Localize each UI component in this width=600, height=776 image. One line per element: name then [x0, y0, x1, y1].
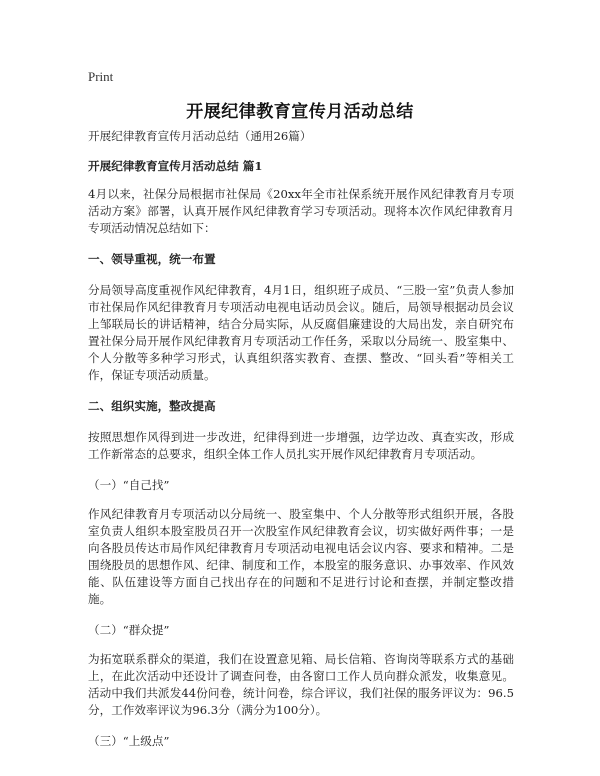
page-title: 开展纪律教育宣传月活动总结	[186, 102, 414, 122]
document-body	[88, 128, 514, 762]
subsection-paragraph-1: 作风纪律教育月专项活动以分局统一、股室集中、个人分散等形式组织开展，各股室负责人组织本股室股员召开一次股室作风纪律教育会议，切实做好两件事；一是向各股员传达市局作风纪律教育月专项活动电视电话会议内容、要求和精神。二是围绕股员的思想作风、纪律、制度和工作，本股室的服务意识、办事效率、作风效能、队伍建设等方面自己找出存在的问题和不足进行讨论和查摆，并制定整改措施。	[88, 507, 514, 606]
section-paragraph-1: 分局领导高度重视作风纪律教育，4月1日，组织班子成员、“三股一室”负责人参加市社保局作风纪律教育月专项活动电视电话动员会议。随后，局领导根据动员会议上邹联局长的讲话精神，结合分局实际，从反腐倡廉建设的大局出发，亲自研究布置社保分局开展作风纪律教育月专项活动工作任务，采取以分局统一、股室集中、个人分散等多种学习形式，认真组织落实教育、查摆、整改、“回头看”等相关工作，保证专项活动质量。	[88, 283, 514, 382]
section-heading-2: 二、组织实施，整改提高	[88, 399, 216, 413]
subsection-paragraph-2: 为拓宽联系群众的渠道，我们在设置意见箱、局长信箱、咨询岗等联系方式的基础上，在此次活动中还设计了调查问卷，由各窗口工作人员向群众派发，收集意见。活动中我们共派发44份问卷，统计问卷，综合评议，我们社保的服务评议为：96.5分，工作效率评议为96.3分（满分为100分）。	[88, 652, 514, 717]
article-heading: 开展纪律教育宣传月活动总结 篇1	[88, 159, 263, 173]
section-paragraph-2: 按照思想作风得到进一步改进，纪律得到进一步增强，边学边改、真查实改，形成工作新常态的总要求，组织全体工作人员扎实开展作风纪律教育月专项活动。	[88, 430, 514, 461]
subsection-heading-3: （三）“上级点”	[88, 734, 170, 748]
print-link[interactable]: Print	[88, 69, 114, 84]
intro-paragraph: 4月以来，社保分局根据市社保局《20xx年全市社保系统开展作风纪律教育月专项活动方案》部署，认真开展作风纪律教育学习专项活动。现将本次作风纪律教育月专项活动情况总结如下：	[88, 187, 514, 235]
subsection-heading-1: （一）“自己找”	[88, 478, 170, 492]
document-subtitle: 开展纪律教育宣传月活动总结（通用26篇）	[88, 129, 312, 143]
subsection-heading-2: （二）“群众提”	[88, 623, 170, 637]
section-heading-1: 一、领导重视，统一布置	[88, 252, 216, 266]
